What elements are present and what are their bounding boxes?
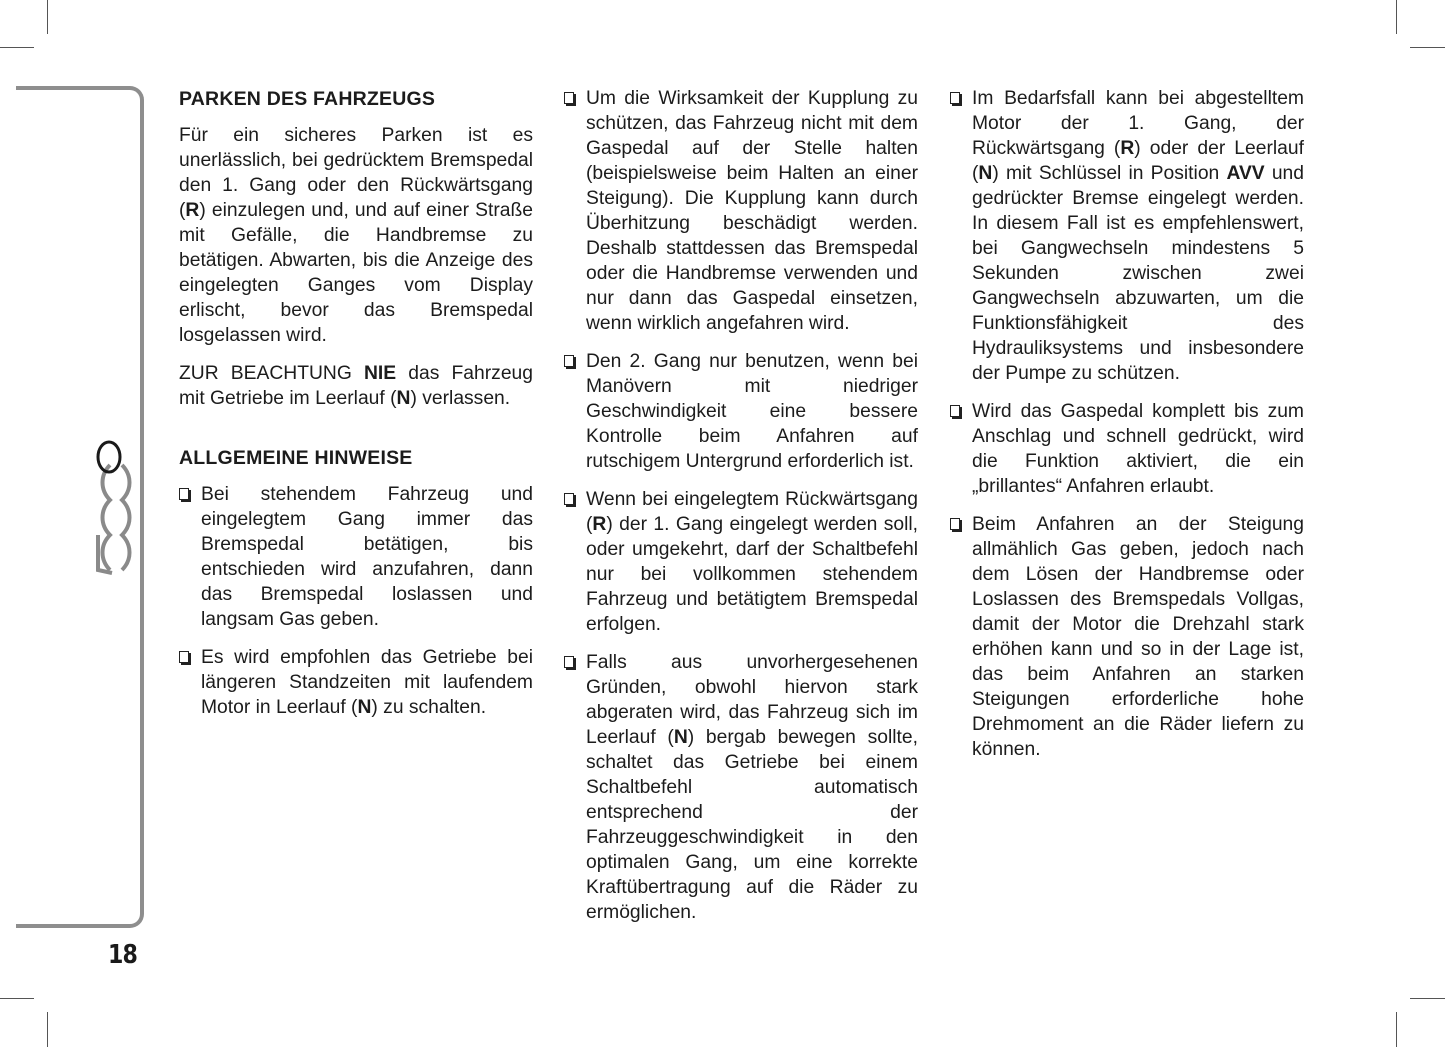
section-heading-parking: PARKEN DES FAHRZEUGS [179, 88, 436, 110]
column-1 [179, 86, 533, 733]
checkbox-bullet-icon [564, 355, 574, 367]
crop-mark-top-right-vertical [1396, 0, 1397, 34]
list-item: Den 2. Gang nur benutzen, wenn bei Manövern mit niedriger Geschwindigkeit eine bessere Kontrolle beim Anfahren auf rutschigem Untergrund erforderlich ist. [564, 349, 918, 474]
fiat-500-logo-icon [80, 435, 140, 585]
list-item: Wenn bei eingelegtem Rückwärtsgang (R) der 1. Gang eingelegt werden soll, oder umgekehrt, darf der Schaltbefehl nur bei vollkommen stehendem Fahrzeug und betätigtem Bremspedal erfolgen. [564, 487, 918, 637]
checkbox-bullet-icon [950, 405, 960, 417]
checkbox-bullet-icon [564, 493, 574, 505]
column-2 [564, 86, 918, 938]
checkbox-bullet-icon [564, 656, 574, 668]
parking-paragraph: Für ein sicheres Parken ist es unerlässlich, bei gedrücktem Bremspedal den 1. Gang oder den Rückwärtsgang (R) einzulegen und, und auf einer Straße mit Gefälle, die Handbremse zu betätigen. Abwarten, bis die Anzeige des eingelegten Ganges vom Display erlischt, bevor das Bremspedal losgelassen wird. [179, 125, 533, 346]
checkbox-bullet-icon [950, 92, 960, 104]
crop-mark-bottom-left-horizontal [0, 998, 34, 999]
list-item: Im Bedarfsfall kann bei abgestelltem Motor der 1. Gang, der Rückwärtsgang (R) oder der Leerlauf (N) mit Schlüssel in Position AVV und gedrückter Bremse eingelegt werden. In diesem Fall ist es empfehlenswert, bei Gangwechseln mindestens 5 Sekunden zwischen zwei Gangwechseln abzuwarten, um die Funktionsfähigkeit des Hydrauliksystems und insbesondere der Pumpe zu schützen. [950, 86, 1304, 386]
crop-mark-bottom-right-horizontal [1410, 998, 1445, 999]
checkbox-bullet-icon [179, 651, 189, 663]
section-heading-general-notes: ALLGEMEINE HINWEISE [179, 447, 413, 469]
list-item: Es wird empfohlen das Getriebe bei längeren Standzeiten mit laufendem Motor in Leerlauf (N) zu schalten. [179, 645, 533, 720]
list-item: Bei stehendem Fahrzeug und eingelegtem Gang immer das Bremspedal betätigen, bis entschieden wird anzufahren, dann das Bremspedal loslassen und langsam Gas geben. [179, 482, 533, 632]
crop-mark-bottom-left-vertical [47, 1012, 48, 1047]
checkbox-bullet-icon [179, 488, 189, 500]
list-item: Falls aus unvorhergesehenen Gründen, obwohl hiervon stark abgeraten wird, das Fahrzeug sich im Leerlauf (N) bergab bewegen sollte, schaltet das Getriebe bei einem Schaltbefehl automatisch entsprechend der Fahrzeuggeschwindigkeit in den optimalen Gang, um eine korrekte Kraftübertragung auf die Räder zu ermöglichen. [564, 650, 918, 925]
checkbox-bullet-icon [950, 518, 960, 530]
page-number: 18 [108, 940, 138, 970]
list-item: Um die Wirksamkeit der Kupplung zu schützen, das Fahrzeug nicht mit dem Gaspedal auf der Stelle halten (beispielsweise beim Halten an einer Steigung). Die Kupplung kann durch Überhitzung beschädigt werden. Deshalb stattdessen das Bremspedal oder die Handbremse verwenden und nur dann das Gaspedal einsetzen, wenn wirklich angefahren wird. [564, 86, 918, 336]
crop-mark-top-left-vertical [47, 0, 48, 34]
crop-mark-bottom-right-vertical [1396, 1012, 1397, 1047]
column-3 [950, 86, 1304, 775]
list-item: Beim Anfahren an der Steigung allmählich Gas geben, jedoch nach dem Lösen der Handbremse oder Loslassen des Bremspedals Vollgas, damit der Motor die Drehzahl stark erhöhen kann und so in der Lage ist, das beim Anfahren an starken Steigungen erforderliche hohe Drehmoment an die Räder liefern zu können. [950, 512, 1304, 762]
crop-mark-top-right-horizontal [1410, 47, 1445, 48]
crop-mark-top-left-horizontal [0, 47, 34, 48]
caution-paragraph: ZUR BEACHTUNG NIE das Fahrzeug mit Getriebe im Leerlauf (N) verlassen. [179, 363, 533, 409]
checkbox-bullet-icon [564, 92, 574, 104]
list-item: Wird das Gaspedal komplett bis zum Anschlag und schnell gedrückt, wird die Funktion aktiviert, die ein „brillantes“ Anfahren erlaubt. [950, 399, 1304, 499]
